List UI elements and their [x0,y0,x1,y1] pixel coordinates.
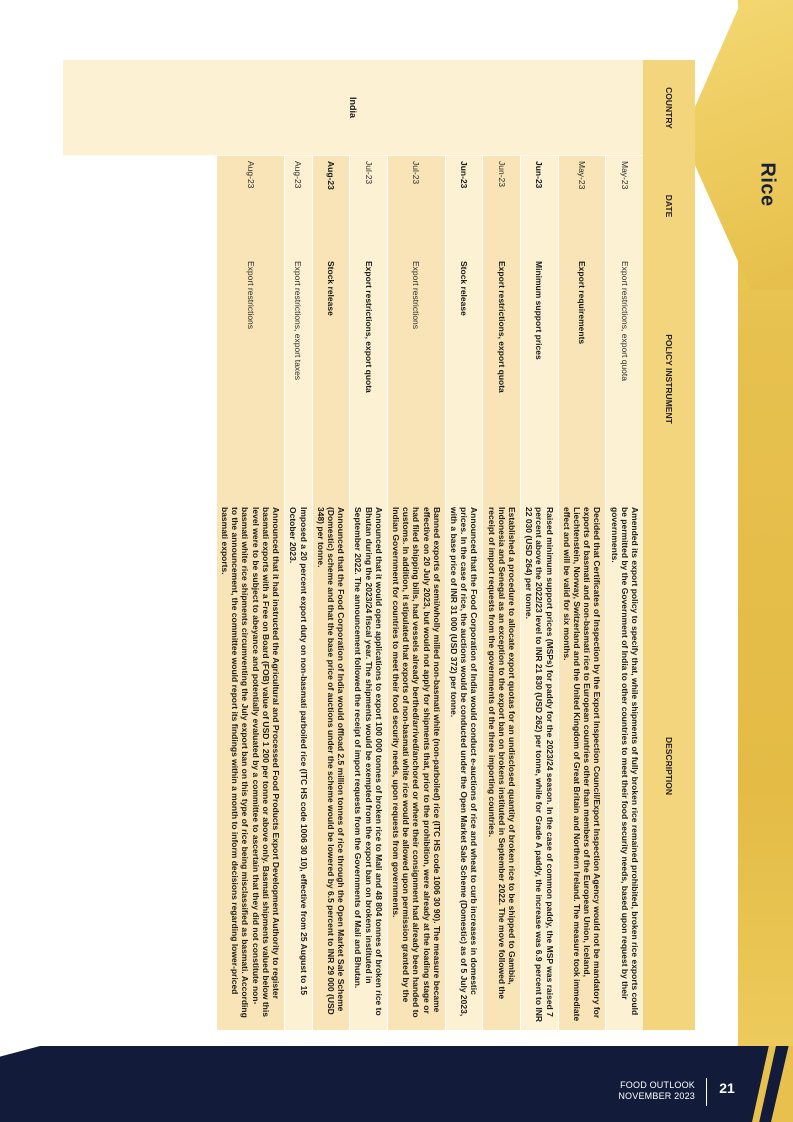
table-row [559,156,607,1030]
table-row [606,156,643,1030]
policy-table [63,60,695,1030]
table-row [313,156,351,1030]
instrument-cell: Export restrictions, export quota [496,261,507,393]
header-policy-instrument: POLICY INSTRUMENT [664,334,674,424]
instrument-cell: Stock release [459,261,470,316]
description-cell: Amended its export policy to specify that, while shipments of fully broken rice remained prohibited, broken rice exports could be permitted by the Government of India to other countries to meet their food security needs, based upon request by their governments. [609,507,640,1016]
table-row [217,156,285,1030]
instrument-cell: Export restrictions [245,261,256,330]
instrument-cell: Export restrictions, export quota [619,261,630,382]
section-label: Rice [756,161,779,207]
instrument-cell: Export restrictions [411,261,422,330]
table-rows [63,156,643,1030]
country-cell: India [63,60,643,156]
description-cell: Announced that it had instructed the Agricultural and Processed Food Products Export Development Authority to register basmati exports with a Free on Board (FOB) value of USD 1 200 per tonne or above only. Basmati shipments valued below this level were to be subject to abeyance and potentially evaluated by a committee to ascertain that they did not constitute non-basmati white rice shipments circumventing the July export ban on this type of rice being misclassified as basmati. According to the announcement, the committee would report its findings within a month to inform decisions regarding lower-priced basmati exports. [220,507,282,1018]
date-cell: Jun-23 [534,161,545,189]
description-cell: Established a procedure to allocate export quotas for an undisclosed quantity of broken rice to be shipped to Gambia, Indonesia and Senegal as an exception to the export ban on brokens instituted in September 2022. The move followed the receipt of import requests from the governments of the three importing countries. [486,507,517,1000]
table-body [63,60,643,1030]
instrument-cell: Export restrictions, export quota [363,261,374,393]
date-cell: May-23 [619,161,630,190]
instrument-cell: Stock release [325,261,336,316]
header-country: COUNTRY [664,87,674,129]
policy-table-container [63,60,695,1030]
instrument-cell: Export requirements [577,261,588,345]
table-row [388,156,446,1030]
table-row [285,156,312,1030]
description-cell: Banned exports of semi/wholly milled non-basmati white (non-parboiled) rice (ITC HS code 1006 30 90). The measure became effective on 20 July 2023, but would not apply for shipments that, prior to the prohibition, were already at the loading stage or had filed shipping bills, had vessels already berthed/arrived/anchored or where their consignment had already been handed to customs. In addition, it stipulated that exports of non-basmati white rice would be allowed upon permission granted by the Indian Government for countries to meet their food security needs, upon requests from governments. [390,507,442,1018]
publication-date: NOVEMBER 2023 [618,1091,695,1101]
publication-title: FOOD OUTLOOK [620,1080,695,1090]
publication-info [545,1080,695,1102]
header-date: DATE [664,194,674,218]
section-tab [742,96,792,272]
footer-divider [706,1078,707,1106]
table-header-row [643,60,695,1030]
description-cell: Announced that the Food Corporation of India would conduct e-auctions of rice and wheat to curb increases in domestic prices. In the case of rice, the auctions would be conducted under the Open Market Sale Scheme (Domestic) as of 5 July 2023, with a base price of INR 31 000 (USD 372) per tonne. [448,507,480,1017]
table-row [521,156,559,1030]
description-cell: Announced that it would open applications to export 100 000 tonnes of broken rice to Mali and 48 804 tonnes of broken rice to Bhutan during the 2023/24 fiscal year. The shipments would be exempted from the export ban on brokens instituted in September 2022. The announcement followed the receipt of import requests from the Governments of Mali and Bhutan. [353,507,384,1016]
description-cell: Announced that the Food Corporation of India would offload 2.5 million tonnes of rice through the Open Market Sale Scheme (Domestic) scheme and that the base price of auctions under the scheme would be lowered by 6.5 percent to INR 29 000 (USD 348) per tonne. [315,507,347,1015]
page-number: 21 [719,1080,735,1096]
description-cell: Imposed a 20 percent export duty on non-basmati parboiled rice (ITC HS code 1006 30 10), effective from 25 August to 15 October 2023. [288,507,309,996]
header-description: DESCRIPTION [664,736,674,796]
date-cell: Jun-23 [459,161,470,189]
date-cell: Jul-23 [411,161,422,185]
table-row [446,156,484,1030]
date-cell: Aug-23 [245,161,256,189]
table-row [483,156,521,1030]
date-cell: Aug-23 [293,161,304,189]
description-cell: Raised minimum support prices (MSPs) for paddy for the 2023/24 season. In the case of common paddy, the MSP was raised 7 percent above the 2022/23 level to INR 21 830 (USD 262) per tonne, while for Grade A paddy, the increase was 6.9 percent to INR 22 030 (USD 264) per tonne. [524,507,555,1023]
description-cell: Decided that Certificates of Inspection by the Export Inspection Council/Export Inspection Agency would not be mandatory for exports of basmati and non-basmati rice to European countries other than members of the European Union, Iceland, Liechtenstein, Norway, Switzerland and the United Kingdom of Great Britain and Northern Ireland. The measure took immediate effect and will be valid for six months. [561,507,603,1022]
instrument-cell: Export restrictions, export taxes [293,261,304,381]
table-row [350,156,388,1030]
date-cell: Jul-23 [363,161,374,185]
instrument-cell: Minimum support prices [534,261,545,360]
date-cell: May-23 [577,161,588,190]
date-cell: Aug-23 [325,161,336,190]
date-cell: Jun-23 [496,161,507,187]
